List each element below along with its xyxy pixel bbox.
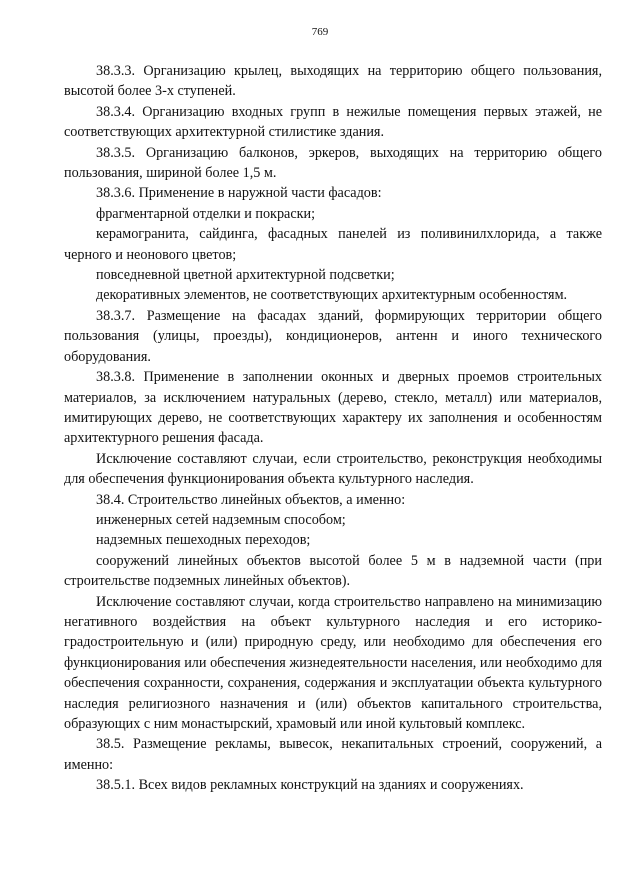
paragraph-38-5-1: 38.5.1. Всех видов рекламных конструкций на зданиях и сооружениях. [96,777,524,794]
paragraph-exception-1: Исключение составляют случаи, если строительство, реконструкция необходимы для обеспечения функционирования объекта культурного наследия. [64,450,602,488]
list-item-engineering-networks: инженерных сетей надземным способом; [96,511,346,528]
list-item-fragmentary-finish: фрагментарной отделки и покраски; [96,205,316,222]
page-number: 769 [311,26,329,38]
paragraph-38-5: 38.5. Размещение рекламы, вывесок, некапитальных строений, сооружений, а именно: [64,736,602,773]
paragraph-38-3-3: 38.3.3. Организацию крылец, выходящих на территорию общего пользования, высотой более 3-х ступеней. [64,63,602,100]
list-item-porcelain-siding: керамогранита, сайдинга, фасадных панелей из поливинилхлорида, а также черного и неонового цветов; [64,226,602,263]
document-body [64,61,602,796]
paragraph-38-3-4: 38.3.4. Организацию входных групп в нежилые помещения первых этажей, не соответствующих архитектурной стилистике здания. [64,103,602,141]
paragraph-38-3-8: 38.3.8. Применение в заполнении оконных и дверных проемов строительных материалов, за исключением натуральных (дерево, стекло, металл) или материалов, имитирующих дерево, не соответствующих характеру их заполнения и особенностям архитектурного решения фасада. [64,369,602,447]
list-item-decorative-elements: декоративных элементов, не соответствующих архитектурным особенностям. [96,287,568,304]
paragraph-38-4: 38.4. Строительство линейных объектов, а именно: [96,491,406,508]
paragraph-38-3-6: 38.3.6. Применение в наружной части фасадов: [96,185,382,202]
list-item-color-lighting: повседневной цветной архитектурной подсветки; [96,267,395,284]
list-item-pedestrian-crossings: надземных пешеходных переходов; [96,532,311,549]
list-item-linear-structures: сооружений линейных объектов высотой более 5 м в надземной части (при строительстве подземных линейных объектов). [64,552,602,590]
paragraph-38-3-7: 38.3.7. Размещение на фасадах зданий, формирующих территории общего пользования (улицы, проезды), кондиционеров, антенн и иного технического оборудования. [64,307,602,365]
paragraph-exception-2: Исключение составляют случаи, когда строительство направлено на минимизацию негативного воздействия на объект культурного наследия и его историко-градостроительную и (или) природную среду, или необходимо для обеспечения его функционирования или обеспечения жизнедеятельности населения, или необходимо для обеспечения сохранности, сохранения, содержания и эксплуатации объекта культурного наследия религиозного назначения и (или) объектов капитального строительства, образующих с ним монастырский, храмовый или иной культовый комплекс. [64,593,602,732]
paragraph-38-3-5: 38.3.5. Организацию балконов, эркеров, выходящих на территорию общего пользования, шириной более 1,5 м. [64,144,602,182]
